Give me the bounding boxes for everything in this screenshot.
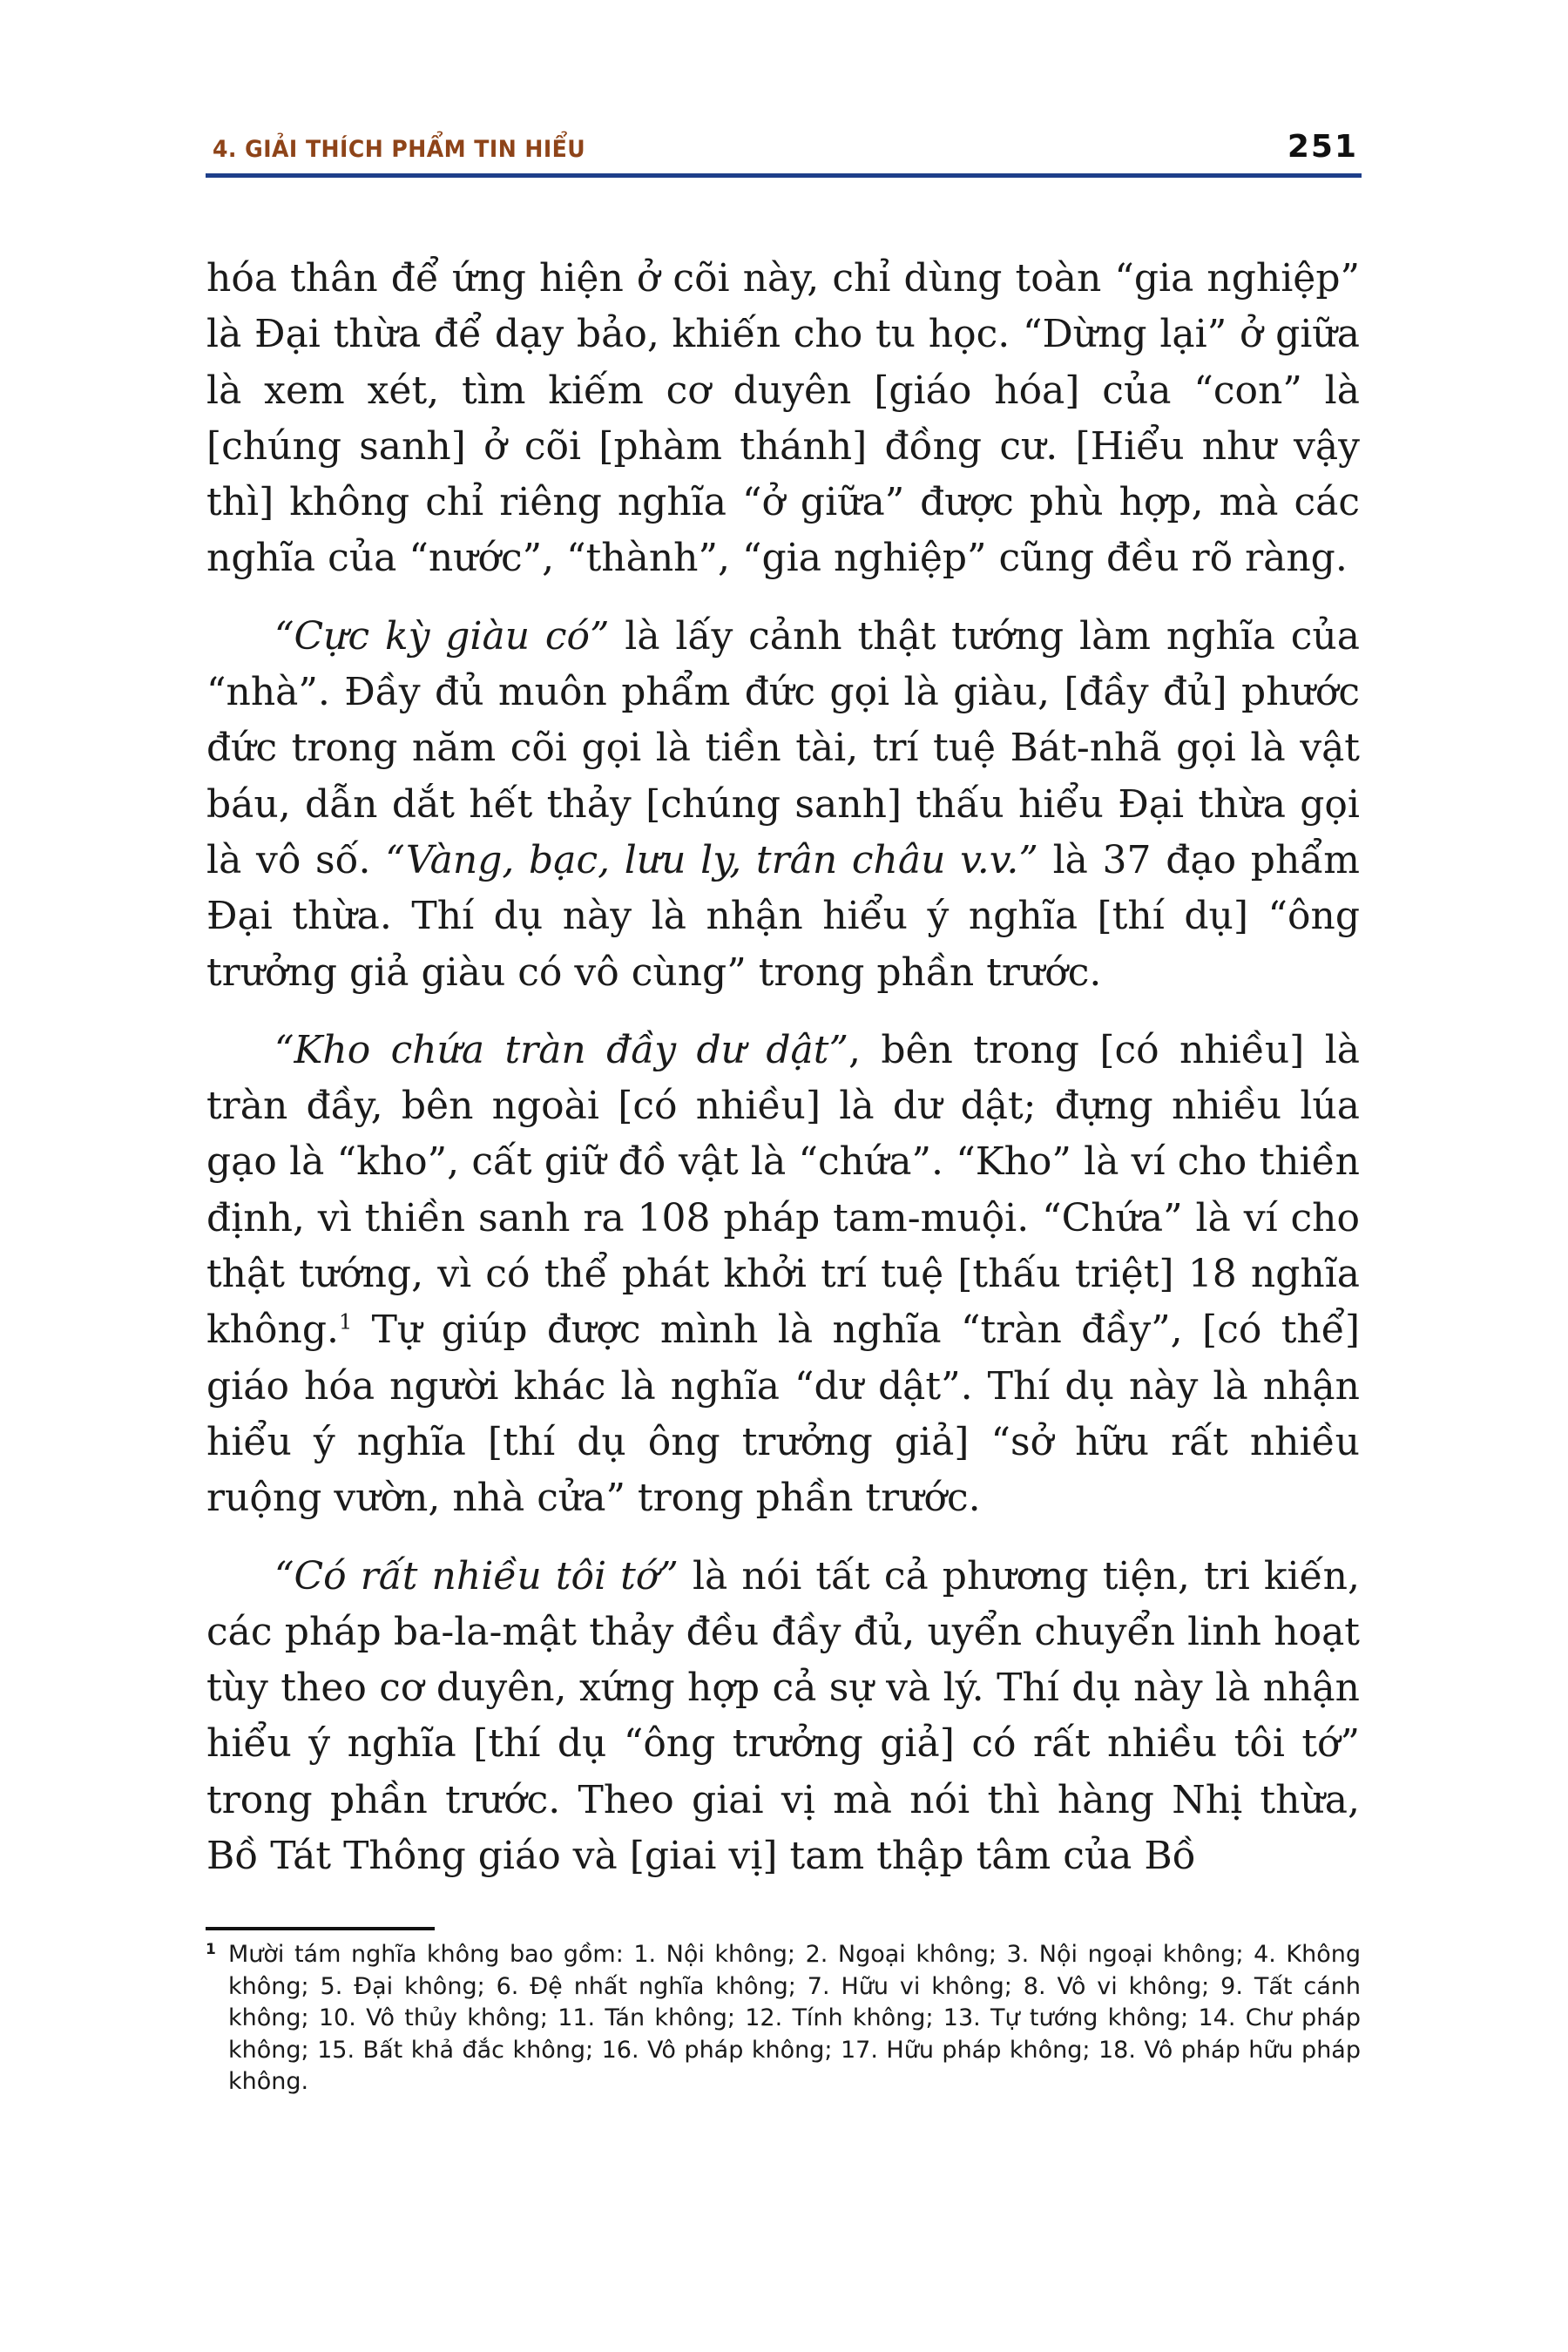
page-number: 251 [1287, 129, 1358, 165]
paragraph-text: Tự giúp được mình là nghĩa “tràn đầy”, [có thể] giáo hóa người khác là nghĩa “dư dật”. Thí dụ này là nhận hiểu ý nghĩa [thí dụ ông trưởng giả] “sở hữu rất nhiều ruộng vườn, nhà cửa” trong phần trước. [206, 1308, 1360, 1521]
footnote-separator [206, 1927, 435, 1930]
body-text [206, 251, 1360, 1884]
quoted-term: “Cực kỳ giàu có” [274, 613, 610, 659]
running-header [206, 131, 1362, 166]
paragraph-text: là lấy cảnh thật tướng làm nghĩa của “nhà”. Đầy đủ muôn phẩm đức gọi là giàu, [đầy đủ] phước đức trong năm cõi gọi là tiền tài, trí tuệ Bát-nhã gọi là vật báu, dẫn dắt hết thảy [chúng sanh] thấu hiểu Đại thừa gọi là vô số. [206, 613, 1360, 882]
footnote [206, 1939, 1361, 2099]
footnote-reference[interactable]: 1 [338, 1309, 353, 1335]
header-rule [206, 173, 1362, 178]
footnote-marker: 1 [206, 1941, 216, 1958]
paragraph-text: hóa thân để ứng hiện ở cõi này, chỉ dùng toàn “gia nghiệp” là Đại thừa để dạy bảo, khiến cho tu học. “Dừng lại” ở giữa là xem xét, tìm kiếm cơ duyên [giáo hóa] của “con” là [chúng sanh] ở cõi [phàm thánh] đồng cư. [Hiểu như vậy thì] không chỉ riêng nghĩa “ở giữa” được phù hợp, mà các nghĩa của “nước”, “thành”, “gia nghiệp” cũng đều rõ ràng. [206, 256, 1360, 581]
quoted-term: “Có rất nhiều tôi tớ” [274, 1553, 679, 1598]
quoted-term: “Kho chứa tràn đầy dư dật” [274, 1027, 848, 1072]
paragraph [206, 609, 1360, 1001]
chapter-title: 4. GIẢI THÍCH PHẨM TIN HIỂU [213, 136, 586, 163]
paragraph [206, 1023, 1360, 1527]
footnote-text: Mười tám nghĩa không bao gồm: 1. Nội không; 2. Ngoại không; 3. Nội ngoại không; 4. Không không; 5. Đại không; 6. Đệ nhất nghĩa không; 7. Hữu vi không; 8. Vô vi không; 9. Tất cánh không; 10. Vô thủy không; 11. Tán không; 12. Tính không; 13. Tự tướng không; 14. Chư pháp không; 15. Bất khả đắc không; 16. Vô pháp không; 17. Hữu pháp không; 18. Vô pháp hữu pháp không. [228, 1941, 1361, 2095]
paragraph [206, 1549, 1360, 1885]
paragraph-text: là nói tất cả phương tiện, tri kiến, các pháp ba-la-mật thảy đều đầy đủ, uyển chuyển linh hoạt tùy theo cơ duyên, xứng hợp cả sự và lý. Thí dụ này là nhận hiểu ý nghĩa [thí dụ “ông trưởng giả] có rất nhiều tôi tớ” trong phần trước. Theo giai vị mà nói thì hàng Nhị thừa, Bồ Tát Thông giáo và [giai vị] tam thập tâm của Bồ [206, 1553, 1360, 1879]
paragraph-text: là 37 đạo phẩm Đại thừa. Thí dụ này là nhận hiểu ý nghĩa [thí dụ] “ông trưởng giả giàu có vô cùng” trong phần trước. [206, 837, 1360, 995]
quoted-term: “Vàng, bạc, lưu ly, trân châu v.v.” [385, 837, 1038, 882]
paragraph-text: , bên trong [có nhiều] là tràn đầy, bên ngoài [có nhiều] là dư dật; đựng nhiều lúa gạo là “kho”, cất giữ đồ vật là “chứa”. “Kho” là ví cho thiền định, vì thiền sanh ra 108 pháp tam-muội. “Chứa” là ví cho thật tướng, vì có thể phát khởi trí tuệ [thấu triệt] 18 nghĩa không. [206, 1027, 1360, 1353]
paragraph [206, 251, 1360, 587]
